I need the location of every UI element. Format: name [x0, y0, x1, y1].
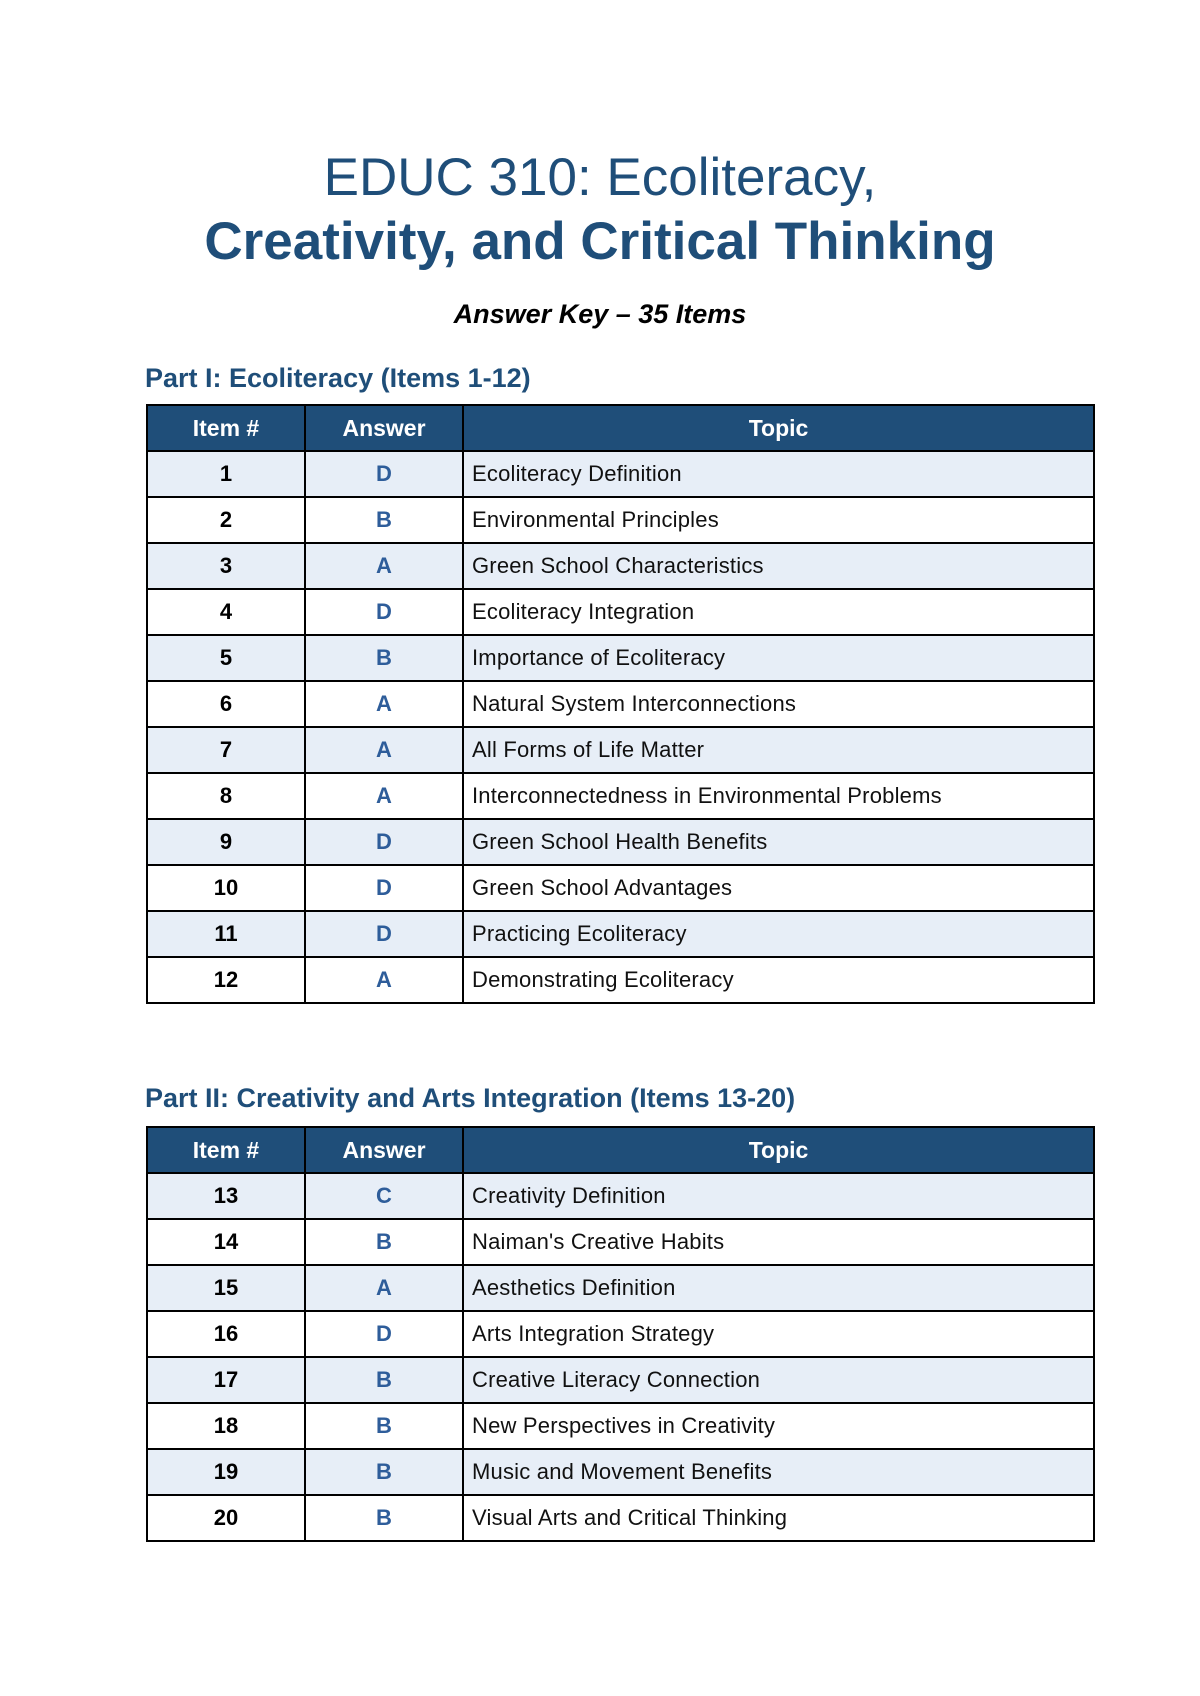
topic-text: Green School Characteristics: [463, 543, 1094, 589]
part1-answer-table: [146, 404, 1095, 1004]
table-row: [147, 681, 1094, 727]
table-row: [147, 543, 1094, 589]
table-row: [147, 1265, 1094, 1311]
table-row: [147, 865, 1094, 911]
item-number: 10: [147, 865, 305, 911]
answer-letter: D: [305, 1311, 463, 1357]
column-header-topic: Topic: [463, 1127, 1094, 1173]
table-row: [147, 1357, 1094, 1403]
item-number: 16: [147, 1311, 305, 1357]
answer-letter: D: [305, 451, 463, 497]
topic-text: Naiman's Creative Habits: [463, 1219, 1094, 1265]
topic-text: Creativity Definition: [463, 1173, 1094, 1219]
document-title: [0, 146, 1200, 274]
item-number: 17: [147, 1357, 305, 1403]
topic-text: Interconnectedness in Environmental Problems: [463, 773, 1094, 819]
table-header-row: [147, 405, 1094, 451]
topic-text: Green School Advantages: [463, 865, 1094, 911]
answer-letter: D: [305, 589, 463, 635]
answer-letter: A: [305, 543, 463, 589]
topic-text: Ecoliteracy Integration: [463, 589, 1094, 635]
table-row: [147, 1219, 1094, 1265]
answer-letter: B: [305, 1403, 463, 1449]
topic-text: Ecoliteracy Definition: [463, 451, 1094, 497]
answer-letter: A: [305, 681, 463, 727]
part2-answer-table: [146, 1126, 1095, 1542]
table-row: [147, 1449, 1094, 1495]
answer-letter: D: [305, 865, 463, 911]
item-number: 6: [147, 681, 305, 727]
answer-letter: A: [305, 727, 463, 773]
topic-text: Aesthetics Definition: [463, 1265, 1094, 1311]
item-number: 7: [147, 727, 305, 773]
item-number: 1: [147, 451, 305, 497]
part2-heading: Part II: Creativity and Arts Integration (Items 13-20): [145, 1083, 796, 1113]
topic-text: All Forms of Life Matter: [463, 727, 1094, 773]
answer-letter: B: [305, 635, 463, 681]
topic-text: Natural System Interconnections: [463, 681, 1094, 727]
item-number: 5: [147, 635, 305, 681]
item-number: 12: [147, 957, 305, 1003]
item-number: 11: [147, 911, 305, 957]
table-row: [147, 497, 1094, 543]
topic-text: Arts Integration Strategy: [463, 1311, 1094, 1357]
column-header-answer: Answer: [305, 405, 463, 451]
table-row: [147, 911, 1094, 957]
topic-text: New Perspectives in Creativity: [463, 1403, 1094, 1449]
item-number: 4: [147, 589, 305, 635]
item-number: 13: [147, 1173, 305, 1219]
table-row: [147, 1173, 1094, 1219]
column-header-topic: Topic: [463, 405, 1094, 451]
item-number: 8: [147, 773, 305, 819]
item-number: 3: [147, 543, 305, 589]
item-number: 19: [147, 1449, 305, 1495]
answer-letter: B: [305, 497, 463, 543]
table-row: [147, 451, 1094, 497]
item-number: 14: [147, 1219, 305, 1265]
topic-text: Environmental Principles: [463, 497, 1094, 543]
topic-text: Green School Health Benefits: [463, 819, 1094, 865]
item-number: 9: [147, 819, 305, 865]
column-header-answer: Answer: [305, 1127, 463, 1173]
answer-letter: A: [305, 1265, 463, 1311]
column-header-item: Item #: [147, 405, 305, 451]
answer-letter: B: [305, 1219, 463, 1265]
title-line-2: Creativity, and Critical Thinking: [204, 212, 996, 271]
item-number: 18: [147, 1403, 305, 1449]
column-header-item: Item #: [147, 1127, 305, 1173]
topic-text: Creative Literacy Connection: [463, 1357, 1094, 1403]
table-row: [147, 589, 1094, 635]
table-row: [147, 1403, 1094, 1449]
answer-letter: B: [305, 1357, 463, 1403]
answer-letter: B: [305, 1495, 463, 1541]
answer-letter: C: [305, 1173, 463, 1219]
answer-letter: A: [305, 957, 463, 1003]
answer-letter: D: [305, 819, 463, 865]
table-row: [147, 635, 1094, 681]
topic-text: Importance of Ecoliteracy: [463, 635, 1094, 681]
topic-text: Music and Movement Benefits: [463, 1449, 1094, 1495]
table-row: [147, 819, 1094, 865]
table-row: [147, 1311, 1094, 1357]
table-row: [147, 957, 1094, 1003]
table-header-row: [147, 1127, 1094, 1173]
answer-letter: A: [305, 773, 463, 819]
topic-text: Practicing Ecoliteracy: [463, 911, 1094, 957]
item-number: 20: [147, 1495, 305, 1541]
topic-text: Demonstrating Ecoliteracy: [463, 957, 1094, 1003]
answer-letter: B: [305, 1449, 463, 1495]
document-subtitle: Answer Key – 35 Items: [453, 299, 747, 329]
answer-letter: D: [305, 911, 463, 957]
item-number: 2: [147, 497, 305, 543]
table-row: [147, 727, 1094, 773]
table-row: [147, 1495, 1094, 1541]
table-row: [147, 773, 1094, 819]
topic-text: Visual Arts and Critical Thinking: [463, 1495, 1094, 1541]
part1-heading: Part I: Ecoliteracy (Items 1-12): [145, 363, 531, 393]
item-number: 15: [147, 1265, 305, 1311]
title-line-1: EDUC 310: Ecoliteracy,: [323, 148, 877, 207]
